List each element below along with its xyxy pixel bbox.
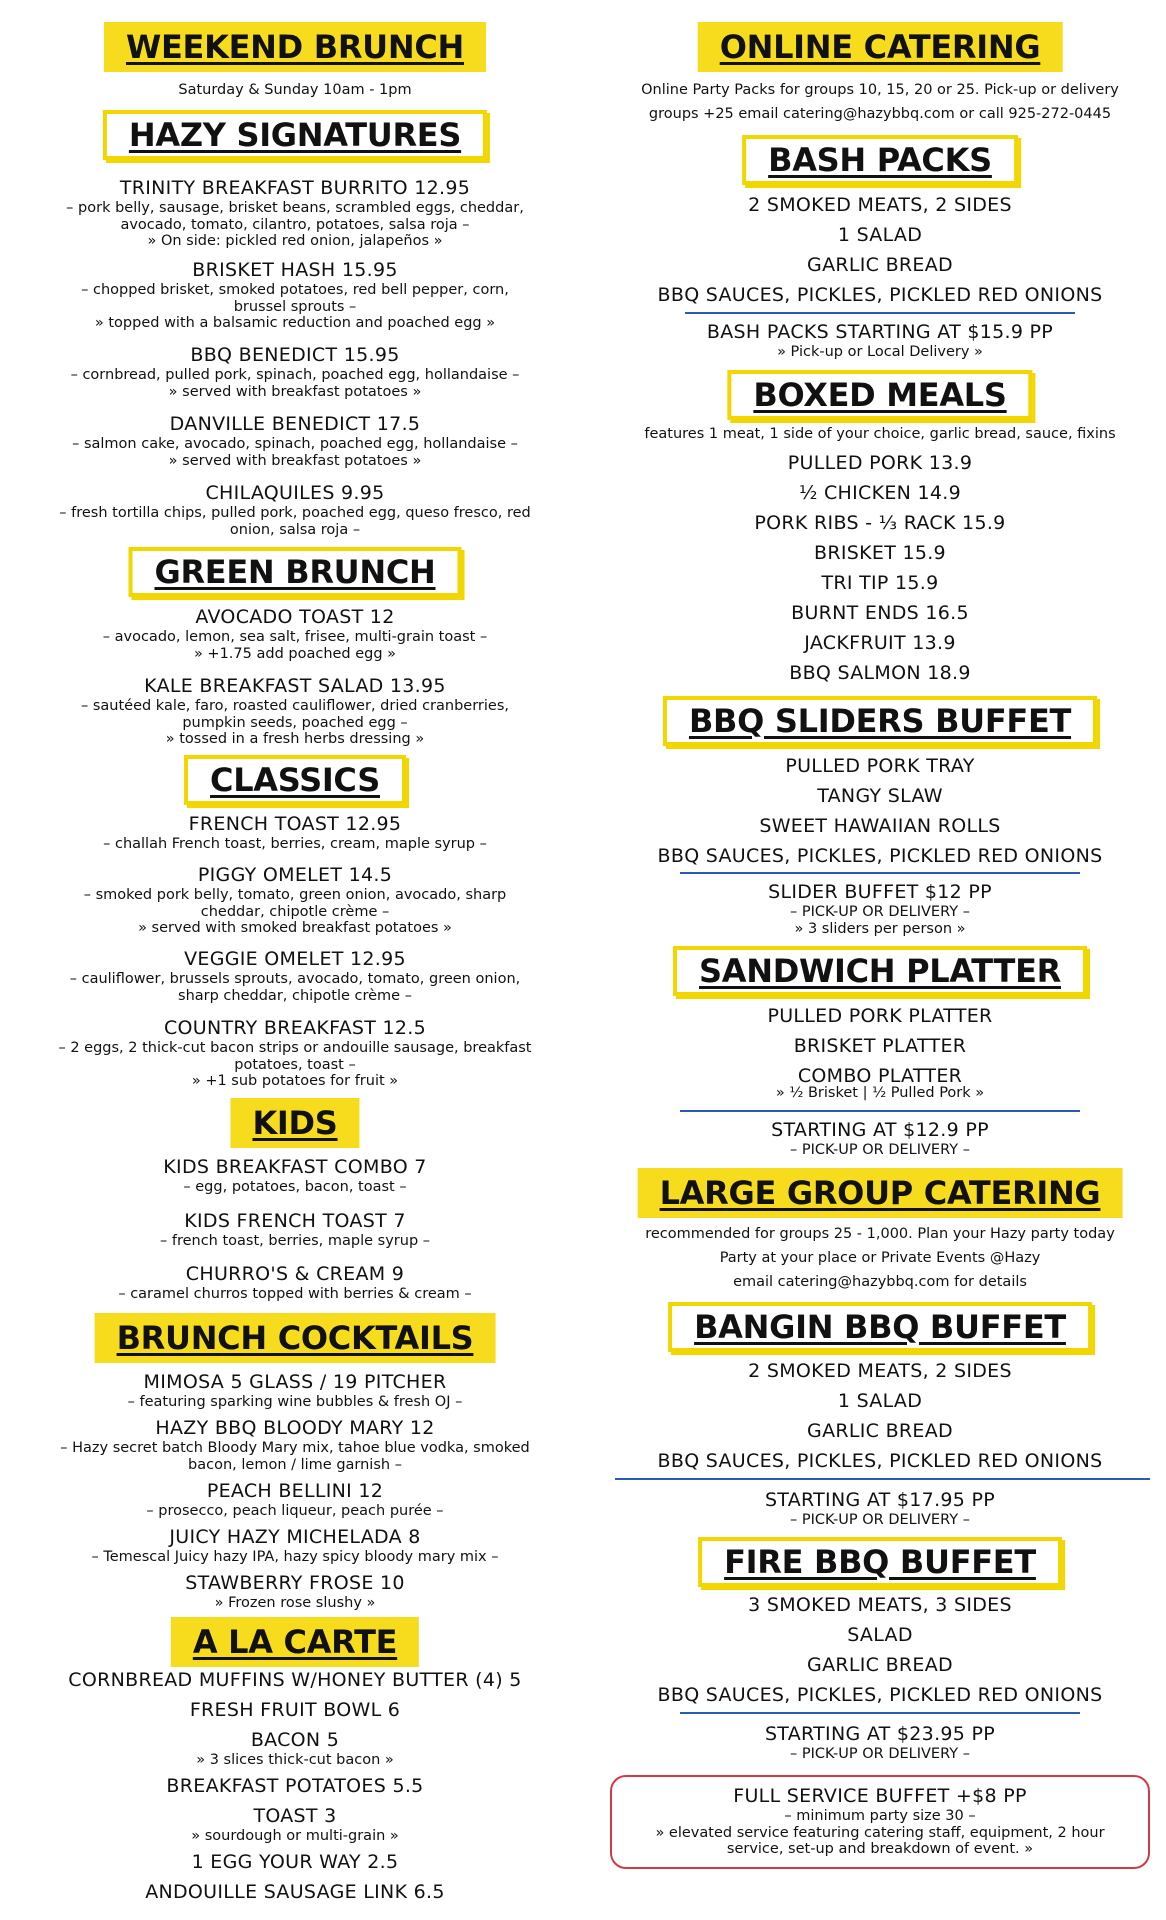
item-description: – Hazy secret batch Bloody Mary mix, tahoe blue vodka, smoked (60, 1440, 530, 1456)
divider (680, 872, 1080, 874)
list-item: GARLIC BREAD (807, 1420, 953, 1442)
item-name: BBQ BENEDICT 15.95 (190, 344, 400, 366)
price-note: » 3 sliders per person » (794, 920, 966, 937)
item-name: FRESH FRUIT BOWL 6 (189, 1699, 401, 1721)
fire-list (610, 1590, 1150, 1710)
item-description: avocado, tomato, cilantro, potatoes, salsa roja – (120, 216, 470, 233)
list-item: TANGY SLAW (817, 785, 943, 807)
bash-packs-price (610, 320, 1150, 361)
item-name: AVOCADO TOAST 12 (195, 606, 395, 628)
list-item: TRI TIP 15.9 (821, 572, 939, 594)
item-description: sharp cheddar, chipotle crème – (178, 987, 412, 1004)
item-name: STAWBERRY FROSE 10 (185, 1572, 405, 1594)
item-description: – cornbread, pulled pork, spinach, poached egg, hollandaise – (70, 367, 520, 383)
item-name: TOAST 3 (253, 1805, 337, 1827)
list-item: PULLED PORK TRAY (785, 755, 975, 777)
list-item: GARLIC BREAD (807, 254, 953, 276)
list-item: PULLED PORK 13.9 (787, 452, 973, 474)
kids-header: KIDS (230, 1098, 359, 1148)
item-description: bacon, lemon / lime garnish – (188, 1456, 402, 1473)
menu-item (20, 947, 570, 1004)
item-name: KALE BREAKFAST SALAD 13.95 (144, 675, 446, 697)
item-note: » 3 slices thick-cut bacon » (196, 1752, 394, 1768)
item-description: brussel sprouts – (233, 298, 357, 315)
list-item: BBQ SAUCES, PICKLES, PICKLED RED ONIONS (657, 845, 1103, 867)
item-name: CHURRO'S & CREAM 9 (185, 1263, 405, 1285)
item-description: – smoked pork belly, tomato, green onion, avocado, sharp (83, 887, 507, 903)
brunch-hours: Saturday & Sunday 10am - 1pm (178, 82, 412, 98)
item-note: – minimum party size 30 – (784, 1808, 976, 1824)
item-note: » +1.75 add poached egg » (193, 645, 397, 662)
list-item: ½ CHICKEN 14.9 (798, 482, 962, 504)
bash-packs-header: BASH PACKS (742, 135, 1018, 185)
boxed-meals-list (610, 448, 1150, 688)
item-description: – caramel churros topped with berries & cream – (118, 1286, 472, 1302)
item-name: FRENCH TOAST 12.95 (188, 813, 402, 835)
fire-price (610, 1722, 1150, 1763)
list-item: PULLED PORK PLATTER (767, 1005, 993, 1027)
item-description: » elevated service featuring catering staff, equipment, 2 hour (655, 1824, 1105, 1841)
sandwich-price (610, 1118, 1150, 1159)
item-note: » On side: pickled red onion, jalapeños » (147, 233, 443, 249)
catering-info: Online Party Packs for groups 10, 15, 20 or 25. Pick-up or delivery (641, 82, 1119, 98)
sliders-price (610, 880, 1150, 937)
hazy-signatures-header: HAZY SIGNATURES (103, 110, 487, 160)
bash-packs-list (610, 190, 1150, 310)
item-name: HAZY BBQ BLOODY MARY 12 (155, 1417, 435, 1439)
sandwich-list (610, 1001, 1150, 1102)
menu-item (20, 605, 570, 662)
item-description: – Temescal Juicy hazy IPA, hazy spicy bloody mary mix – (91, 1549, 499, 1565)
item-name: TRINITY BREAKFAST BURRITO 12.95 (119, 177, 471, 199)
item-description: – 2 eggs, 2 thick-cut bacon strips or andouille sausage, breakfast (58, 1040, 532, 1056)
item-description: – pork belly, sausage, brisket beans, scrambled eggs, cheddar, (66, 200, 524, 216)
menu-item (20, 343, 570, 400)
menu-item (20, 1668, 570, 1692)
price: STARTING AT $12.9 PP (771, 1119, 989, 1141)
divider (680, 1110, 1080, 1112)
menu-item (20, 412, 570, 469)
menu-item (20, 1209, 570, 1250)
weekend-brunch-header: WEEKEND BRUNCH (104, 22, 486, 72)
item-name: KIDS BREAKFAST COMBO 7 (163, 1156, 427, 1178)
list-item: 2 SMOKED MEATS, 2 SIDES (748, 194, 1012, 216)
online-catering-header: ONLINE CATERING (698, 22, 1063, 72)
item-name: BREAKFAST POTATOES 5.5 (166, 1775, 424, 1797)
menu-item (20, 176, 570, 250)
item-name: COUNTRY BREAKFAST 12.5 (163, 1017, 427, 1039)
item-description: cheddar, chipotle crème – (200, 903, 390, 920)
price-note: – PICK-UP OR DELIVERY – (790, 1512, 970, 1528)
item-name: BRISKET HASH 15.95 (192, 259, 398, 281)
item-description: – sautéed kale, faro, roasted cauliflower, dried cranberries, (80, 698, 510, 714)
menu-item (20, 1850, 570, 1874)
item-description: pumpkin seeds, poached egg – (182, 714, 408, 731)
menu-item (20, 1016, 570, 1090)
item-name: JUICY HAZY MICHELADA 8 (169, 1526, 421, 1548)
item-name: VEGGIE OMELET 12.95 (184, 948, 406, 970)
item-description: – chopped brisket, smoked potatoes, red bell pepper, corn, (81, 282, 509, 298)
catering-info: Party at your place or Private Events @Hazy (719, 1250, 1041, 1266)
menu-item (20, 1774, 570, 1798)
item-description: – french toast, berries, maple syrup – (159, 1233, 431, 1249)
menu-item (20, 1155, 570, 1196)
menu-item (20, 812, 570, 853)
menu-item (20, 258, 570, 332)
menu-item (20, 1728, 570, 1769)
price-note: – PICK-UP OR DELIVERY – (790, 1142, 970, 1158)
list-item: 3 SMOKED MEATS, 3 SIDES (748, 1594, 1012, 1616)
item-note: » Frozen rose slushy » (214, 1595, 376, 1611)
catering-contact: email catering@hazybbq.com for details (733, 1274, 1027, 1290)
green-brunch-header: GREEN BRUNCH (128, 547, 461, 597)
sliders-list (610, 751, 1150, 871)
price: SLIDER BUFFET $12 PP (768, 881, 992, 903)
divider (680, 1712, 1080, 1714)
item-note: » ½ Brisket | ½ Pulled Pork » (775, 1085, 985, 1101)
item-name: MIMOSA 5 GLASS / 19 PITCHER (143, 1371, 447, 1393)
item-note: » served with breakfast potatoes » (168, 452, 422, 469)
list-item: 1 SALAD (837, 1390, 923, 1412)
list-item: BURNT ENDS 16.5 (791, 602, 969, 624)
menu-item (20, 1880, 570, 1904)
item-description: – avocado, lemon, sea salt, frisee, multi-grain toast – (102, 629, 488, 645)
menu-item (20, 1525, 570, 1566)
bangin-bbq-buffet-header: BANGIN BBQ BUFFET (668, 1302, 1092, 1352)
price: BASH PACKS STARTING AT $15.9 PP (706, 321, 1054, 343)
boxed-meals-header: BOXED MEALS (727, 370, 1032, 420)
fire-bbq-buffet-header: FIRE BBQ BUFFET (698, 1537, 1062, 1587)
boxed-meals-intro: features 1 meat, 1 side of your choice, garlic bread, sauce, fixins (644, 426, 1116, 442)
price: STARTING AT $17.95 PP (764, 1489, 996, 1511)
menu-item (20, 481, 570, 538)
list-item: GARLIC BREAD (807, 1654, 953, 1676)
item-note: » served with breakfast potatoes » (168, 383, 422, 400)
menu-item (20, 1370, 570, 1411)
list-item: BBQ SALMON 18.9 (789, 662, 971, 684)
list-item: 1 SALAD (837, 224, 923, 246)
a-la-carte-header: A LA CARTE (171, 1617, 419, 1667)
item-name: KIDS FRENCH TOAST 7 (184, 1210, 406, 1232)
item-name: BACON 5 (250, 1729, 340, 1751)
menu-item (20, 674, 570, 748)
item-description: onion, salsa roja – (229, 521, 361, 538)
large-group-catering-header: LARGE GROUP CATERING (638, 1168, 1123, 1218)
list-item: SALAD (847, 1624, 913, 1646)
price-note: – PICK-UP OR DELIVERY – (790, 904, 970, 920)
item-name: CORNBREAD MUFFINS W/HONEY BUTTER (4) 5 (68, 1669, 522, 1691)
price-note: » Pick-up or Local Delivery » (777, 344, 983, 360)
full-service-buffet (610, 1784, 1150, 1858)
list-item: COMBO PLATTER (797, 1065, 963, 1087)
list-item: BRISKET PLATTER (793, 1035, 967, 1057)
item-description: – featuring sparking wine bubbles & fresh OJ – (127, 1394, 463, 1410)
item-description: – challah French toast, berries, cream, maple syrup – (103, 836, 487, 852)
menu-item (20, 863, 570, 937)
list-item: JACKFRUIT 13.9 (804, 632, 956, 654)
item-description: – prosecco, peach liqueur, peach purée – (146, 1503, 444, 1519)
list-item: 2 SMOKED MEATS, 2 SIDES (748, 1360, 1012, 1382)
item-name: 1 EGG YOUR WAY 2.5 (191, 1851, 399, 1873)
item-name: DANVILLE BENEDICT 17.5 (169, 413, 421, 435)
item-name: ANDOUILLE SAUSAGE LINK 6.5 (145, 1881, 445, 1903)
catering-info: recommended for groups 25 - 1,000. Plan your Hazy party today (645, 1226, 1115, 1242)
list-item: BBQ SAUCES, PICKLES, PICKLED RED ONIONS (657, 1684, 1103, 1706)
item-note: » served with smoked breakfast potatoes » (138, 920, 452, 936)
list-item: BRISKET 15.9 (814, 542, 946, 564)
item-name: PIGGY OMELET 14.5 (197, 864, 393, 886)
menu-item (20, 1479, 570, 1520)
catering-contact: groups +25 email catering@hazybbq.com or call 925-272-0445 (648, 106, 1112, 122)
classics-header: CLASSICS (184, 755, 406, 805)
bangin-price (610, 1488, 1150, 1529)
menu-item (20, 1804, 570, 1845)
list-item: SWEET HAWAIIAN ROLLS (759, 815, 1001, 837)
divider (685, 312, 1075, 314)
list-item: BBQ SAUCES, PICKLES, PICKLED RED ONIONS (657, 284, 1103, 306)
item-description: – salmon cake, avocado, spinach, poached egg, hollandaise – (72, 436, 518, 452)
brunch-cocktails-header: BRUNCH COCKTAILS (95, 1313, 496, 1363)
item-note: » topped with a balsamic reduction and poached egg » (94, 315, 496, 331)
item-name: PEACH BELLINI 12 (206, 1480, 384, 1502)
divider (615, 1478, 1150, 1480)
item-description: potatoes, toast – (234, 1056, 356, 1073)
full-service-title: FULL SERVICE BUFFET +$8 PP (733, 1785, 1027, 1807)
item-note: » +1 sub potatoes for fruit » (191, 1073, 399, 1089)
item-description: – fresh tortilla chips, pulled pork, poached egg, queso fresco, red (59, 505, 531, 521)
menu-item (20, 1698, 570, 1722)
bangin-list (610, 1356, 1150, 1476)
item-description: – egg, potatoes, bacon, toast – (183, 1179, 407, 1195)
menu-item (20, 1262, 570, 1303)
item-description: service, set-up and breakdown of event. » (726, 1841, 1034, 1857)
price-note: – PICK-UP OR DELIVERY – (790, 1746, 970, 1762)
item-name: CHILAQUILES 9.95 (205, 482, 385, 504)
item-description: – cauliflower, brussels sprouts, avocado, tomato, green onion, (69, 971, 521, 987)
item-note: » tossed in a fresh herbs dressing » (165, 731, 425, 747)
list-item: BBQ SAUCES, PICKLES, PICKLED RED ONIONS (657, 1450, 1103, 1472)
item-note: » sourdough or multi-grain » (191, 1828, 399, 1844)
price: STARTING AT $23.95 PP (764, 1723, 996, 1745)
sandwich-platter-header: SANDWICH PLATTER (673, 946, 1087, 996)
menu-item (20, 1416, 570, 1473)
menu-item (20, 1571, 570, 1612)
bbq-sliders-buffet-header: BBQ SLIDERS BUFFET (663, 696, 1097, 746)
list-item: PORK RIBS - ⅓ RACK 15.9 (754, 512, 1006, 534)
